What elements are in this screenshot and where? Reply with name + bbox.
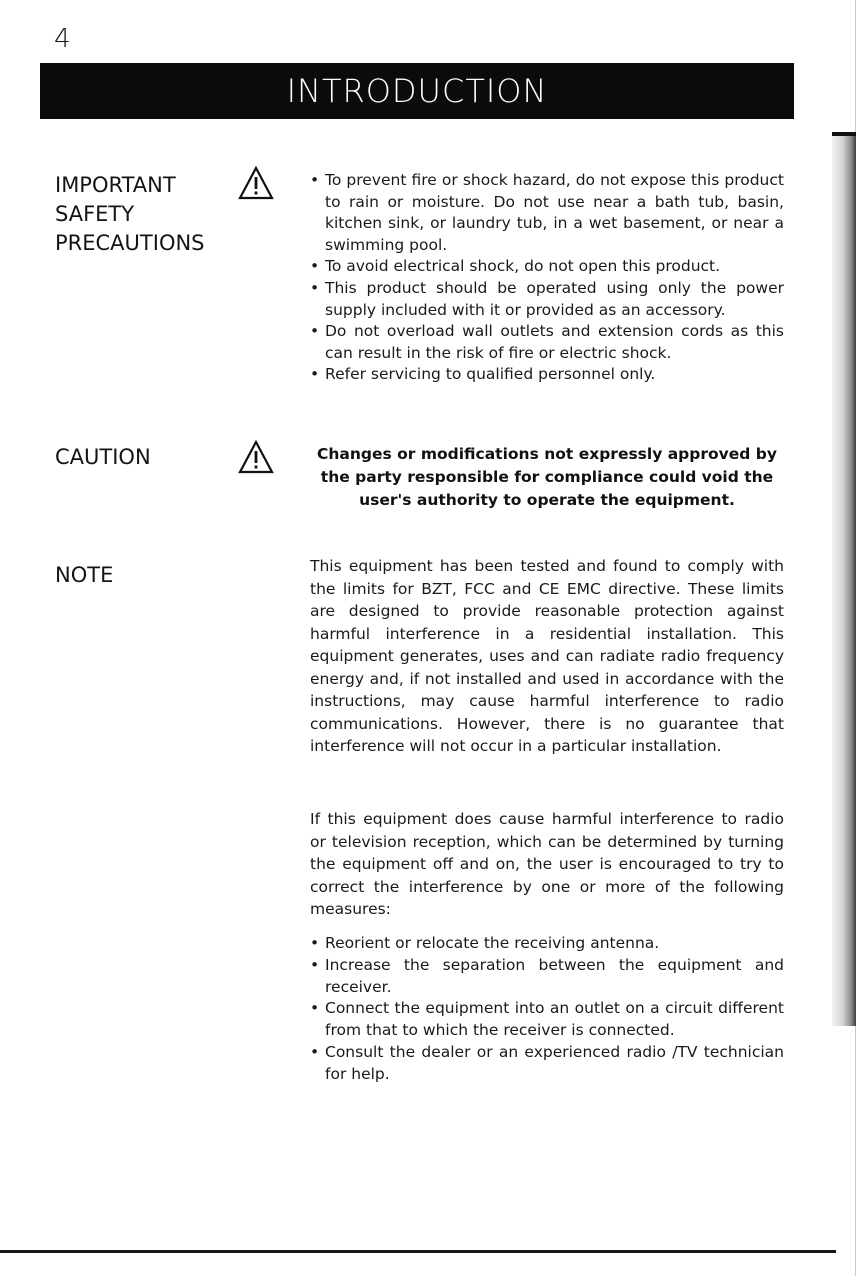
- safety-bullet-list: [310, 170, 784, 386]
- safety-label-line: IMPORTANT: [55, 173, 176, 197]
- page-number: 4: [54, 24, 71, 54]
- list-item: • Connect the equipment into an outlet on a circuit different from that to which the receiver is connected.: [310, 998, 784, 1042]
- list-item: • Refer servicing to qualified personnel only.: [310, 364, 784, 386]
- list-item: • Reorient or relocate the receiving antenna.: [310, 933, 784, 955]
- warning-triangle-icon: [238, 166, 274, 200]
- note-paragraph: If this equipment does cause harmful interference to radio or television reception, which can be determined by turning the equipment off and on, the user is encouraged to try to correct the interference by one or more of the following measures:: [310, 810, 784, 918]
- list-item: • To prevent fire or shock hazard, do not expose this product to rain or moisture. Do not use near a bath tub, basin, kitchen sink, or laundry tub, in a wet basement, or near a swimming pool.: [310, 170, 784, 256]
- thumb-tab-shading: [832, 136, 856, 1026]
- safety-label-line: SAFETY: [55, 202, 135, 226]
- section-title-bar: [40, 63, 794, 119]
- page-title: INTRODUCTION: [286, 72, 548, 110]
- list-item: • Consult the dealer or an experienced radio /TV technician for help.: [310, 1042, 784, 1086]
- list-item: • This product should be operated using only the power supply included with it or provided as an accessory.: [310, 278, 784, 321]
- caution-statement: Changes or modifications not expressly approved by the party responsible for compliance could void the user's authority to operate the equipment.: [317, 445, 777, 509]
- note-section-label: NOTE: [55, 563, 114, 587]
- caution-section-label: CAUTION: [55, 445, 151, 469]
- safety-label-line: PRECAUTIONS: [55, 231, 205, 255]
- note-paragraph: This equipment has been tested and found to comply with the limits for BZT, FCC and CE EMC directive. These limits are designed to provide reasonable protection against harmful interference in a residential installation. This equipment generates, uses and can radiate radio frequency energy and, if not installed and used in accordance with the instructions, may cause harmful interference to radio communications. However, there is no guarantee that interference will not occur in a particular installation.: [310, 557, 784, 755]
- list-item: • To avoid electrical shock, do not open this product.: [310, 256, 784, 278]
- warning-triangle-icon: [238, 440, 274, 474]
- measures-bullet-list: [310, 933, 784, 1086]
- bottom-rule: [0, 1250, 836, 1253]
- list-item: • Do not overload wall outlets and extension cords as this can result in the risk of fire or electric shock.: [310, 321, 784, 364]
- list-item: • Increase the separation between the equipment and receiver.: [310, 955, 784, 999]
- safety-section-label: [55, 171, 205, 258]
